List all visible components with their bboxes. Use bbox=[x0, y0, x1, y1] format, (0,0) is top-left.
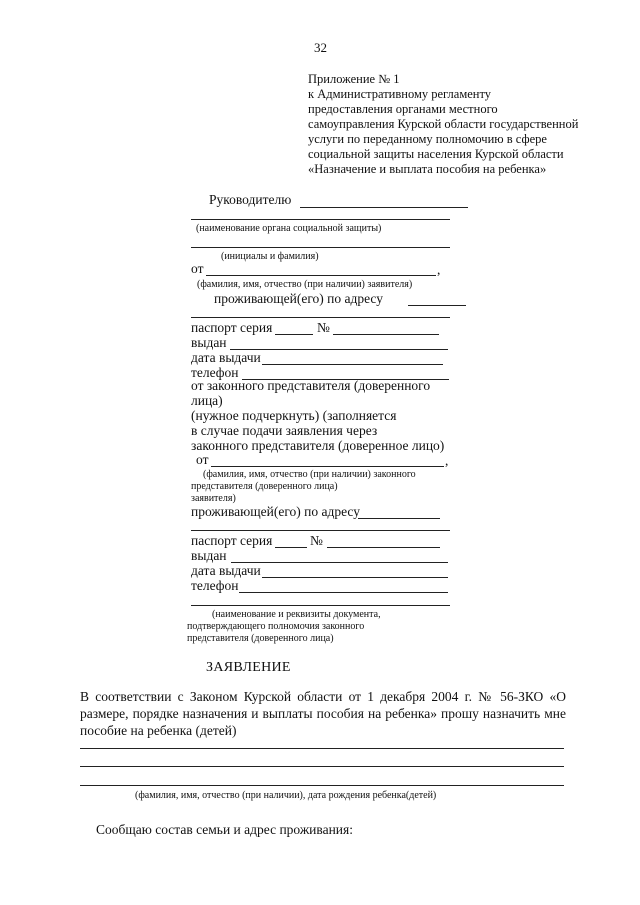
family-label: Сообщаю состав семьи и адрес проживания: bbox=[96, 822, 353, 837]
applicant-hint: (фамилия, имя, отчество (при наличии) заявителя) bbox=[197, 279, 413, 290]
rep-phone-line[interactable] bbox=[239, 592, 448, 593]
statement-title: ЗАЯВЛЕНИЕ bbox=[206, 660, 291, 675]
issued-label: выдан bbox=[191, 335, 227, 350]
passport-label: паспорт серия bbox=[191, 320, 273, 335]
child-hint: (фамилия, имя, отчество (при наличии), дата рождения ребенка(детей) bbox=[135, 790, 437, 801]
doc-line[interactable] bbox=[191, 605, 450, 606]
rep-from-label: от bbox=[196, 452, 209, 467]
rep-phone-label: телефон bbox=[191, 578, 239, 593]
rep-passport-series-line[interactable] bbox=[275, 547, 307, 548]
rep-hint-1: (фамилия, имя, отчество (при наличии) законного bbox=[203, 469, 416, 480]
rep-name-line[interactable] bbox=[211, 466, 444, 467]
rep-note-3: законного представителя (доверенное лицо) bbox=[191, 438, 445, 453]
rep-issued-label: выдан bbox=[191, 548, 227, 563]
head-label: Руководителю bbox=[209, 192, 292, 207]
appendix-line-5: услуги по переданному полномочию в сфере bbox=[308, 132, 547, 146]
rep-issue-date-label: дата выдачи bbox=[191, 563, 261, 578]
statement-body: В соответствии с Законом Курской области от 1 декабря 2004 г. № 56-ЗКО «О размере, порядке назначения и выплаты пособия на ребенка» прошу назначить мне пособие на ребенка (детей) bbox=[80, 689, 566, 738]
appendix-line-3: предоставления органами местного bbox=[308, 102, 498, 116]
appendix-line-1: Приложение № 1 bbox=[308, 72, 400, 86]
applicant-name-line[interactable] bbox=[206, 275, 436, 276]
initials-hint: (инициалы и фамилия) bbox=[221, 251, 319, 262]
page-number: 32 bbox=[314, 40, 327, 55]
from-label: от bbox=[191, 261, 204, 276]
rep-passport-label: паспорт серия bbox=[191, 533, 273, 548]
issued-line[interactable] bbox=[230, 349, 448, 350]
residing-label: проживающей(его) по адресу bbox=[214, 291, 383, 306]
issue-date-label: дата выдачи bbox=[191, 350, 261, 365]
rep-line-1: от законного представителя (доверенного bbox=[191, 378, 431, 393]
rep-issued-line[interactable] bbox=[231, 562, 448, 563]
initials-line[interactable] bbox=[191, 247, 450, 248]
org-line[interactable] bbox=[191, 219, 450, 220]
phone-label: телефон bbox=[191, 365, 239, 380]
child-line-2[interactable] bbox=[80, 766, 564, 767]
rep-hint-3: заявителя) bbox=[191, 493, 236, 504]
passport-number-line[interactable] bbox=[333, 334, 439, 335]
doc-hint-2: подтверждающего полномочия законного bbox=[187, 621, 365, 632]
child-line-1[interactable] bbox=[80, 748, 564, 749]
rep-line-2: лица) bbox=[191, 393, 223, 408]
appendix-line-2: к Административному регламенту bbox=[308, 87, 492, 101]
address-line-2[interactable] bbox=[191, 317, 450, 318]
rep-number-label: № bbox=[310, 533, 323, 548]
rep-note-1: (нужное подчеркнуть) (заполняется bbox=[191, 408, 397, 423]
rep-hint-2: представителя (доверенного лица) bbox=[191, 481, 338, 492]
child-line-3[interactable] bbox=[80, 785, 564, 786]
rep-address-line-1[interactable] bbox=[358, 518, 440, 519]
address-line-1[interactable] bbox=[408, 305, 466, 306]
rep-address-line-2[interactable] bbox=[191, 530, 450, 531]
appendix-line-7: «Назначение и выплата пособия на ребенка» bbox=[308, 162, 547, 176]
rep-issue-date-line[interactable] bbox=[262, 577, 448, 578]
doc-hint-1: (наименование и реквизиты документа, bbox=[212, 609, 381, 620]
rep-residing-label: проживающей(его) по адресу bbox=[191, 504, 360, 519]
passport-series-line[interactable] bbox=[275, 334, 313, 335]
org-hint: (наименование органа социальной защиты) bbox=[196, 223, 382, 234]
appendix-line-4: самоуправления Курской области государственной bbox=[308, 117, 579, 131]
doc-hint-3: представителя (доверенного лица) bbox=[187, 633, 334, 644]
head-name-line[interactable] bbox=[300, 207, 468, 208]
appendix-line-6: социальной защиты населения Курской области bbox=[308, 147, 564, 161]
issue-date-line[interactable] bbox=[262, 364, 443, 365]
rep-note-2: в случае подачи заявления через bbox=[191, 423, 378, 438]
number-label: № bbox=[317, 320, 330, 335]
rep-passport-number-line[interactable] bbox=[327, 547, 440, 548]
